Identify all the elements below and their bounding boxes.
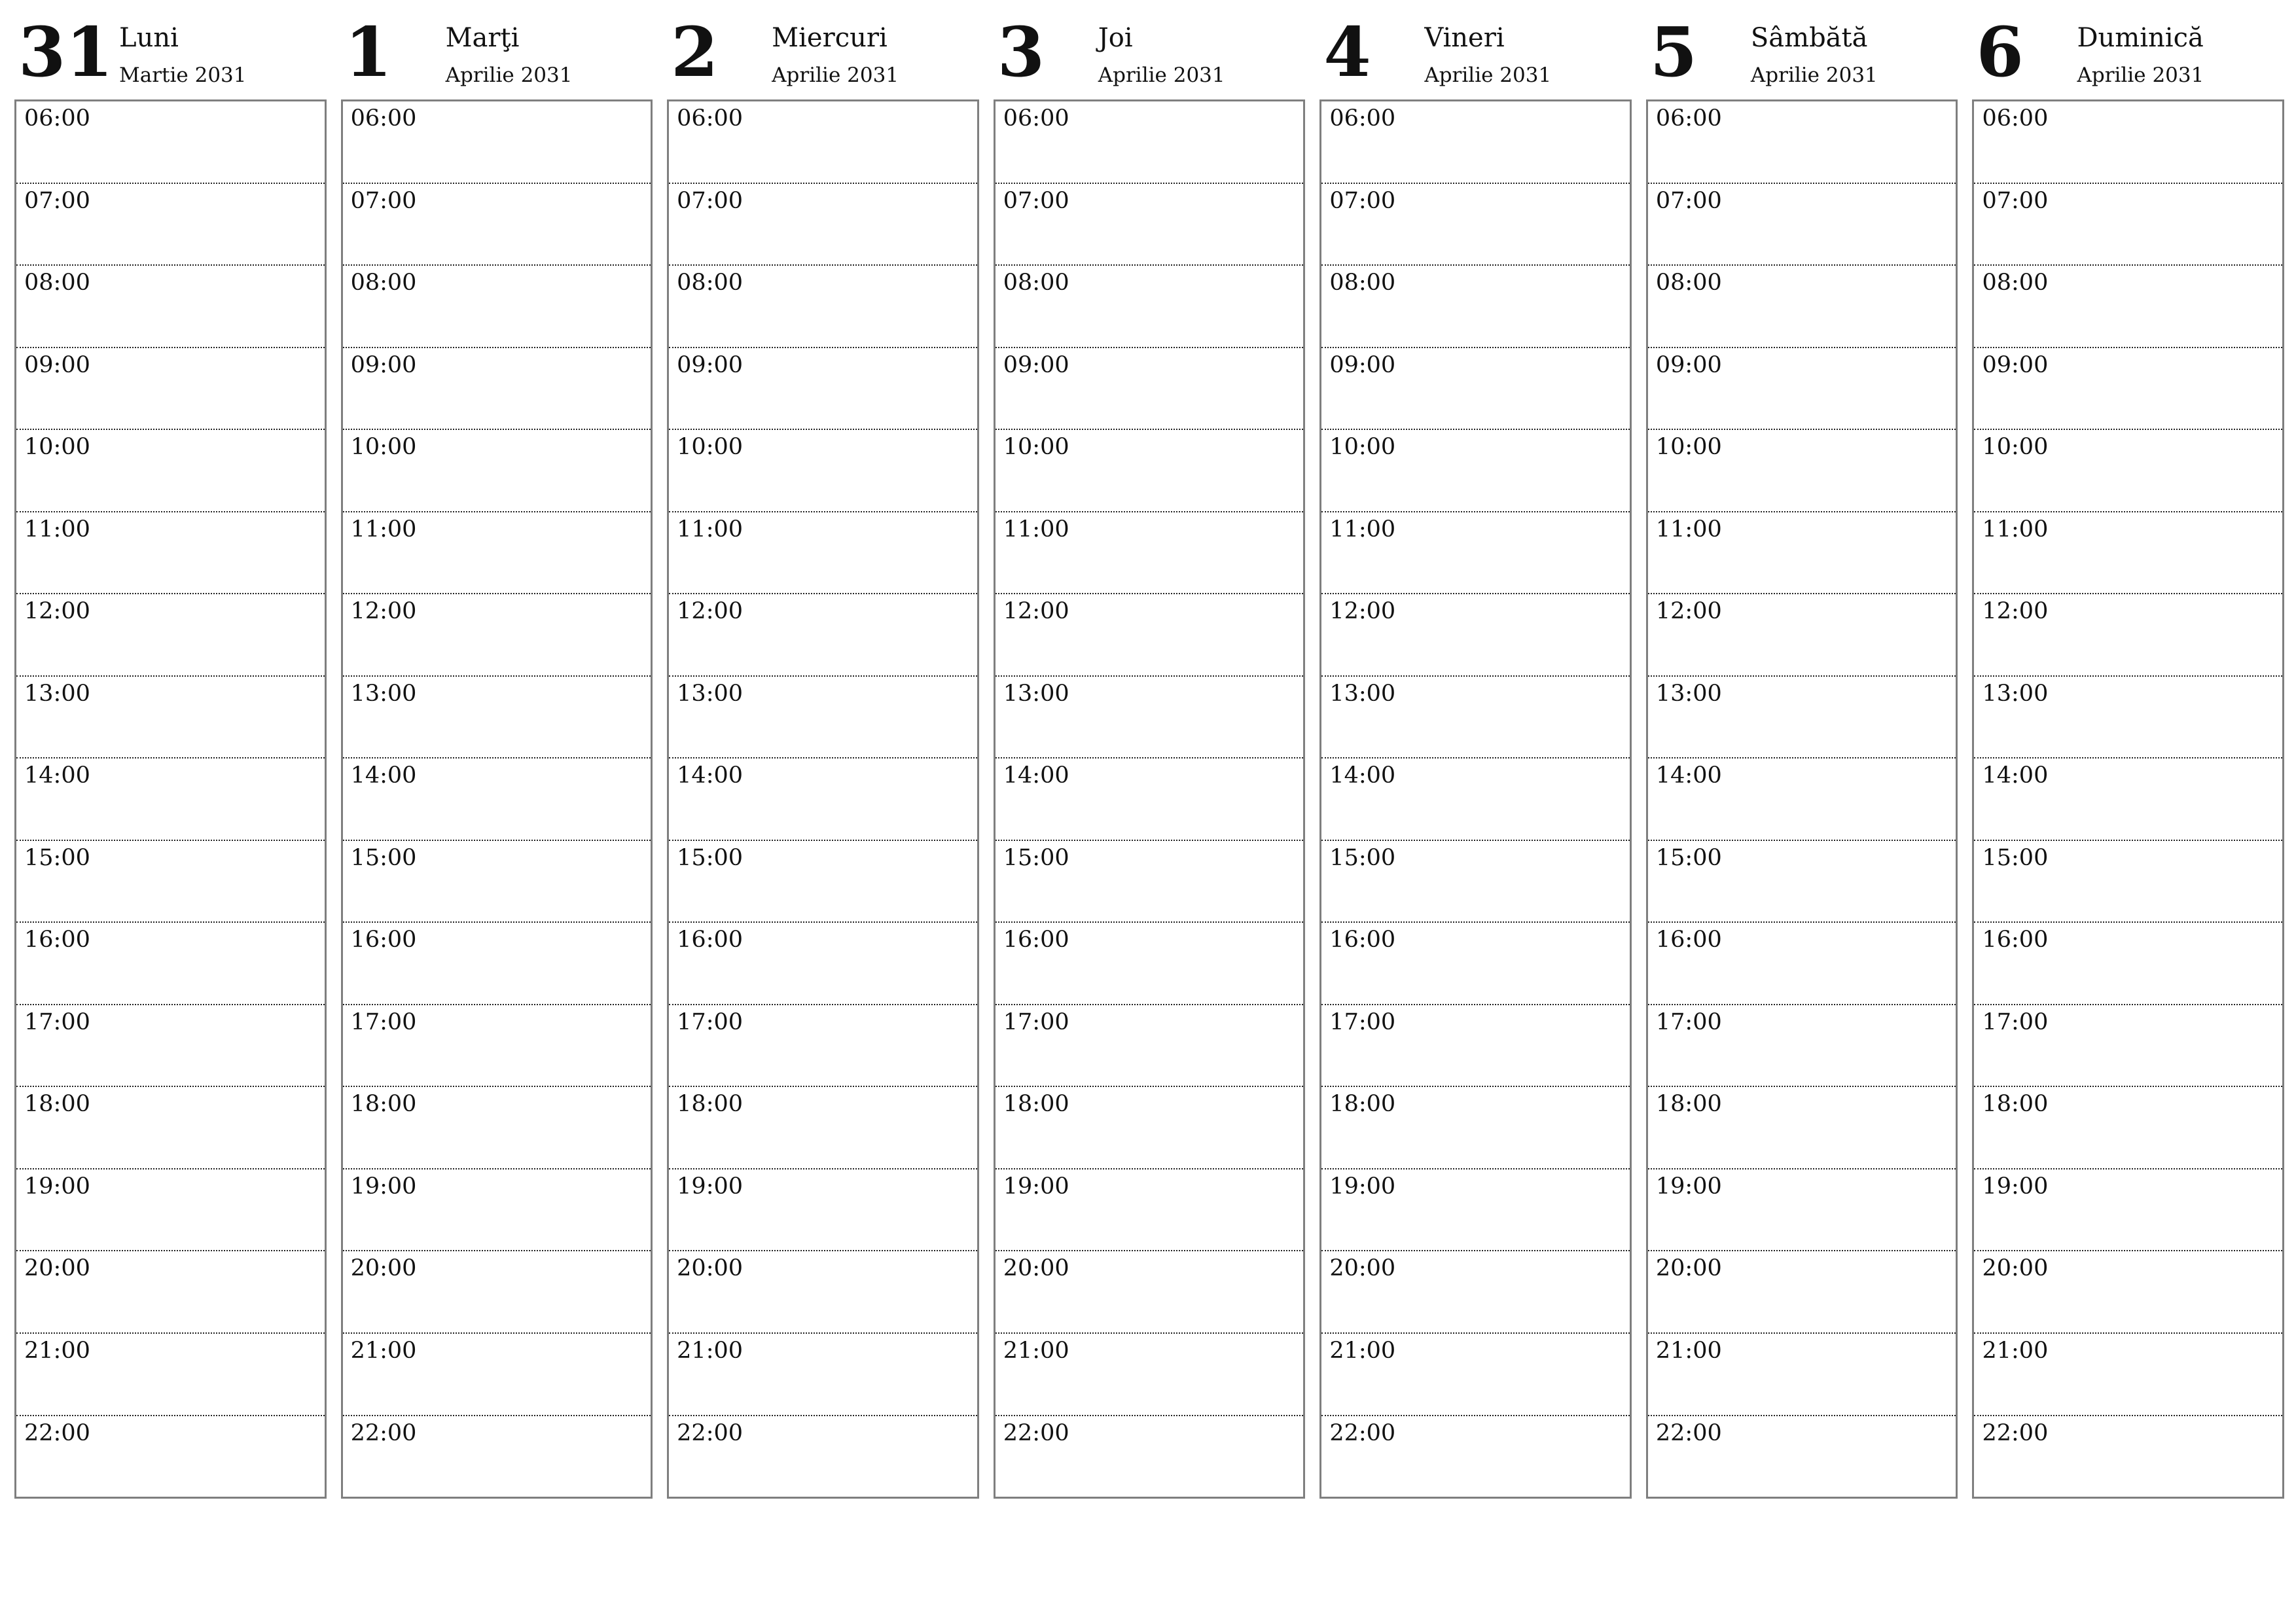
hour-slot[interactable] — [1321, 840, 1630, 922]
hour-slot[interactable] — [669, 675, 977, 758]
day-header — [14, 0, 327, 99]
day-header — [1646, 0, 1958, 99]
day-header — [994, 0, 1306, 99]
hour-slot[interactable] — [996, 1332, 1304, 1415]
hour-grid — [667, 99, 979, 1499]
hour-label: 19:00 — [24, 1173, 90, 1200]
hour-slot[interactable] — [669, 1086, 977, 1168]
hour-slot[interactable] — [1321, 347, 1630, 429]
hour-label: 19:00 — [1329, 1173, 1396, 1200]
hour-slot[interactable] — [996, 1086, 1304, 1168]
hour-slot[interactable] — [343, 593, 651, 675]
hour-label: 10:00 — [24, 434, 90, 461]
day-month: Aprilie 2031 — [772, 63, 899, 87]
hour-label: 07:00 — [1655, 187, 1722, 214]
hour-label: 15:00 — [1655, 844, 1722, 871]
day-header — [667, 0, 979, 99]
hour-slot[interactable] — [669, 840, 977, 922]
hour-slot[interactable] — [1321, 1168, 1630, 1251]
hour-label: 07:00 — [677, 187, 744, 214]
hour-label: 22:00 — [1329, 1419, 1396, 1446]
hour-slot[interactable] — [1648, 921, 1956, 1004]
hour-label: 08:00 — [1003, 270, 1069, 296]
hour-slot[interactable] — [1974, 675, 2282, 758]
hour-label: 08:00 — [677, 270, 744, 296]
hour-slot[interactable] — [343, 1250, 651, 1332]
hour-slot[interactable] — [1974, 1004, 2282, 1086]
hour-slot[interactable] — [1974, 1332, 2282, 1415]
hour-slot[interactable] — [16, 264, 325, 347]
hour-label: 12:00 — [1329, 598, 1396, 625]
hour-slot[interactable] — [343, 921, 651, 1004]
hour-label: 18:00 — [1982, 1091, 2049, 1118]
hour-slot[interactable] — [1974, 757, 2282, 840]
hour-slot[interactable] — [343, 840, 651, 922]
hour-label: 20:00 — [24, 1255, 90, 1282]
hour-label: 13:00 — [1329, 680, 1396, 707]
hour-slot[interactable] — [996, 264, 1304, 347]
hour-slot[interactable] — [1648, 183, 1956, 265]
hour-slot[interactable] — [343, 1086, 651, 1168]
hour-slot[interactable] — [669, 183, 977, 265]
hour-label: 17:00 — [677, 1008, 744, 1035]
hour-slot[interactable] — [343, 1332, 651, 1415]
hour-slot[interactable] — [1974, 1168, 2282, 1251]
hour-label: 21:00 — [350, 1337, 417, 1364]
hour-label: 14:00 — [1329, 762, 1396, 789]
hour-label: 16:00 — [24, 927, 90, 954]
hour-label: 14:00 — [1003, 762, 1069, 789]
hour-label: 08:00 — [24, 270, 90, 296]
day-column — [1972, 0, 2284, 1499]
day-name: Marţi — [445, 23, 520, 53]
hour-slot[interactable] — [1648, 511, 1956, 594]
hour-slot[interactable] — [1321, 1332, 1630, 1415]
hour-slot[interactable] — [1321, 264, 1630, 347]
hour-grid — [14, 99, 327, 1499]
hour-slot[interactable] — [996, 921, 1304, 1004]
hour-slot[interactable] — [1974, 347, 2282, 429]
hour-label: 13:00 — [1003, 680, 1069, 707]
hour-label: 12:00 — [350, 598, 417, 625]
hour-slot[interactable] — [1321, 429, 1630, 511]
hour-label: 16:00 — [1655, 927, 1722, 954]
hour-label: 19:00 — [1655, 1173, 1722, 1200]
hour-label: 21:00 — [1003, 1337, 1069, 1364]
hour-slot[interactable] — [343, 675, 651, 758]
hour-slot[interactable] — [16, 840, 325, 922]
hour-label: 09:00 — [1982, 351, 2049, 378]
hour-slot[interactable] — [1321, 757, 1630, 840]
hour-slot[interactable] — [16, 1332, 325, 1415]
hour-label: 22:00 — [1655, 1419, 1722, 1446]
hour-slot[interactable] — [16, 101, 325, 183]
hour-label: 15:00 — [1003, 844, 1069, 871]
hour-label: 18:00 — [24, 1091, 90, 1118]
day-column — [1646, 0, 1958, 1499]
hour-slot[interactable] — [669, 347, 977, 429]
hour-label: 07:00 — [24, 187, 90, 214]
hour-label: 17:00 — [1655, 1008, 1722, 1035]
hour-label: 13:00 — [24, 680, 90, 707]
hour-label: 18:00 — [350, 1091, 417, 1118]
hour-label: 17:00 — [350, 1008, 417, 1035]
hour-label: 22:00 — [350, 1419, 417, 1446]
hour-label: 20:00 — [677, 1255, 744, 1282]
hour-label: 06:00 — [24, 105, 90, 132]
hour-label: 16:00 — [1003, 927, 1069, 954]
day-column — [667, 0, 979, 1499]
hour-grid — [341, 99, 653, 1499]
hour-slot[interactable] — [1648, 1086, 1956, 1168]
day-number: 4 — [1323, 12, 1371, 92]
hour-slot[interactable] — [343, 1415, 651, 1497]
day-month: Aprilie 2031 — [1750, 63, 1878, 87]
hour-label: 14:00 — [24, 762, 90, 789]
hour-label: 11:00 — [1982, 516, 2049, 543]
hour-slot[interactable] — [669, 757, 977, 840]
hour-slot[interactable] — [16, 1086, 325, 1168]
hour-slot[interactable] — [343, 264, 651, 347]
hour-label: 19:00 — [350, 1173, 417, 1200]
hour-slot[interactable] — [1974, 840, 2282, 922]
day-name: Luni — [119, 23, 179, 53]
hour-slot[interactable] — [343, 183, 651, 265]
hour-slot[interactable] — [343, 101, 651, 183]
hour-slot[interactable] — [343, 347, 651, 429]
hour-label: 20:00 — [1982, 1255, 2049, 1282]
hour-grid — [1319, 99, 1632, 1499]
hour-slot[interactable] — [343, 429, 651, 511]
hour-label: 11:00 — [1003, 516, 1069, 543]
hour-slot[interactable] — [1648, 429, 1956, 511]
hour-slot[interactable] — [16, 1415, 325, 1497]
hour-slot[interactable] — [996, 101, 1304, 183]
hour-slot[interactable] — [1974, 921, 2282, 1004]
hour-label: 14:00 — [1655, 762, 1722, 789]
hour-grid — [994, 99, 1306, 1499]
day-month: Martie 2031 — [119, 63, 247, 87]
hour-label: 10:00 — [677, 434, 744, 461]
day-number: 3 — [997, 12, 1045, 92]
hour-slot[interactable] — [1974, 1250, 2282, 1332]
hour-slot[interactable] — [996, 429, 1304, 511]
hour-slot[interactable] — [16, 347, 325, 429]
hour-grid — [1972, 99, 2284, 1499]
hour-slot[interactable] — [1648, 1250, 1956, 1332]
hour-slot[interactable] — [1648, 593, 1956, 675]
hour-slot[interactable] — [1648, 840, 1956, 922]
hour-slot[interactable] — [996, 511, 1304, 594]
hour-label: 15:00 — [1329, 844, 1396, 871]
hour-slot[interactable] — [1321, 1415, 1630, 1497]
hour-label: 21:00 — [24, 1337, 90, 1364]
day-name: Duminică — [2077, 23, 2204, 53]
hour-slot[interactable] — [669, 101, 977, 183]
weekly-planner — [14, 0, 2284, 1499]
hour-slot[interactable] — [343, 511, 651, 594]
hour-grid — [1646, 99, 1958, 1499]
hour-slot[interactable] — [996, 593, 1304, 675]
hour-slot[interactable] — [1648, 1004, 1956, 1086]
hour-label: 22:00 — [1982, 1419, 2049, 1446]
hour-label: 06:00 — [350, 105, 417, 132]
hour-label: 08:00 — [350, 270, 417, 296]
hour-slot[interactable] — [16, 511, 325, 594]
hour-slot[interactable] — [1321, 921, 1630, 1004]
hour-label: 15:00 — [350, 844, 417, 871]
hour-label: 09:00 — [24, 351, 90, 378]
day-month: Aprilie 2031 — [1098, 63, 1225, 87]
hour-label: 16:00 — [350, 927, 417, 954]
hour-label: 11:00 — [350, 516, 417, 543]
hour-label: 09:00 — [677, 351, 744, 378]
hour-label: 12:00 — [1003, 598, 1069, 625]
hour-slot[interactable] — [1321, 675, 1630, 758]
day-column — [14, 0, 327, 1499]
hour-label: 07:00 — [1329, 187, 1396, 214]
hour-slot[interactable] — [669, 593, 977, 675]
hour-slot[interactable] — [16, 183, 325, 265]
hour-slot[interactable] — [669, 264, 977, 347]
hour-slot[interactable] — [669, 1250, 977, 1332]
hour-slot[interactable] — [1974, 429, 2282, 511]
hour-label: 09:00 — [1329, 351, 1396, 378]
hour-label: 12:00 — [24, 598, 90, 625]
day-column — [1319, 0, 1632, 1499]
hour-label: 20:00 — [1329, 1255, 1396, 1282]
hour-slot[interactable] — [1321, 1004, 1630, 1086]
hour-label: 08:00 — [1329, 270, 1396, 296]
day-column — [341, 0, 653, 1499]
hour-label: 21:00 — [1329, 1337, 1396, 1364]
hour-label: 18:00 — [1655, 1091, 1722, 1118]
hour-label: 13:00 — [1655, 680, 1722, 707]
hour-slot[interactable] — [1974, 101, 2282, 183]
hour-slot[interactable] — [996, 840, 1304, 922]
day-month: Aprilie 2031 — [1424, 63, 1552, 87]
hour-label: 16:00 — [1982, 927, 2049, 954]
hour-label: 18:00 — [1329, 1091, 1396, 1118]
day-number: 2 — [671, 12, 719, 92]
hour-slot[interactable] — [669, 429, 977, 511]
hour-label: 15:00 — [677, 844, 744, 871]
hour-label: 22:00 — [24, 1419, 90, 1446]
hour-slot[interactable] — [343, 757, 651, 840]
hour-label: 14:00 — [1982, 762, 2049, 789]
hour-slot[interactable] — [1321, 511, 1630, 594]
hour-slot[interactable] — [1648, 264, 1956, 347]
hour-label: 18:00 — [1003, 1091, 1069, 1118]
hour-slot[interactable] — [996, 183, 1304, 265]
day-column — [994, 0, 1306, 1499]
hour-slot[interactable] — [669, 511, 977, 594]
day-number: 1 — [344, 12, 392, 92]
hour-slot[interactable] — [16, 757, 325, 840]
hour-slot[interactable] — [669, 1004, 977, 1086]
hour-label: 19:00 — [677, 1173, 744, 1200]
hour-slot[interactable] — [996, 1415, 1304, 1497]
day-number: 31 — [18, 12, 113, 92]
hour-slot[interactable] — [1648, 757, 1956, 840]
day-number: 5 — [1649, 12, 1698, 92]
hour-slot[interactable] — [1321, 1086, 1630, 1168]
hour-slot[interactable] — [16, 1168, 325, 1251]
hour-label: 08:00 — [1655, 270, 1722, 296]
hour-slot[interactable] — [996, 757, 1304, 840]
hour-label: 22:00 — [677, 1419, 744, 1446]
hour-slot[interactable] — [1648, 1415, 1956, 1497]
hour-label: 10:00 — [1655, 434, 1722, 461]
day-month: Aprilie 2031 — [2077, 63, 2204, 87]
hour-slot[interactable] — [996, 1004, 1304, 1086]
hour-slot[interactable] — [343, 1168, 651, 1251]
hour-slot[interactable] — [16, 921, 325, 1004]
hour-slot[interactable] — [1321, 593, 1630, 675]
hour-slot[interactable] — [996, 1250, 1304, 1332]
hour-label: 07:00 — [1003, 187, 1069, 214]
hour-slot[interactable] — [16, 429, 325, 511]
hour-slot[interactable] — [1321, 183, 1630, 265]
hour-label: 07:00 — [350, 187, 417, 214]
day-name: Vineri — [1424, 23, 1505, 53]
hour-slot[interactable] — [343, 1004, 651, 1086]
hour-label: 14:00 — [350, 762, 417, 789]
hour-label: 09:00 — [350, 351, 417, 378]
day-name: Sâmbătă — [1750, 23, 1868, 53]
hour-label: 19:00 — [1003, 1173, 1069, 1200]
hour-label: 13:00 — [350, 680, 417, 707]
hour-label: 12:00 — [677, 598, 744, 625]
hour-slot[interactable] — [669, 921, 977, 1004]
hour-label: 21:00 — [1655, 1337, 1722, 1364]
hour-label: 21:00 — [677, 1337, 744, 1364]
day-header — [341, 0, 653, 99]
day-header — [1972, 0, 2284, 99]
hour-label: 12:00 — [1982, 598, 2049, 625]
hour-slot[interactable] — [669, 1415, 977, 1497]
hour-label: 09:00 — [1003, 351, 1069, 378]
hour-label: 17:00 — [1329, 1008, 1396, 1035]
hour-slot[interactable] — [16, 1004, 325, 1086]
hour-label: 06:00 — [1982, 105, 2049, 132]
hour-slot[interactable] — [1974, 1415, 2282, 1497]
hour-label: 20:00 — [1003, 1255, 1069, 1282]
hour-slot[interactable] — [669, 1332, 977, 1415]
hour-label: 22:00 — [1003, 1419, 1069, 1446]
day-header — [1319, 0, 1632, 99]
hour-label: 10:00 — [1982, 434, 2049, 461]
hour-slot[interactable] — [1321, 1250, 1630, 1332]
hour-label: 11:00 — [677, 516, 744, 543]
hour-slot[interactable] — [1974, 511, 2282, 594]
hour-slot[interactable] — [1648, 1332, 1956, 1415]
hour-slot[interactable] — [16, 1250, 325, 1332]
hour-label: 06:00 — [1329, 105, 1396, 132]
hour-label: 09:00 — [1655, 351, 1722, 378]
hour-slot[interactable] — [1974, 1086, 2282, 1168]
hour-label: 13:00 — [677, 680, 744, 707]
hour-slot[interactable] — [996, 675, 1304, 758]
hour-slot[interactable] — [1648, 347, 1956, 429]
hour-label: 14:00 — [677, 762, 744, 789]
hour-label: 13:00 — [1982, 680, 2049, 707]
hour-label: 11:00 — [1329, 516, 1396, 543]
hour-label: 16:00 — [677, 927, 744, 954]
hour-slot[interactable] — [1974, 183, 2282, 265]
hour-label: 17:00 — [1982, 1008, 2049, 1035]
hour-slot[interactable] — [996, 1168, 1304, 1251]
hour-label: 19:00 — [1982, 1173, 2049, 1200]
hour-label: 12:00 — [1655, 598, 1722, 625]
hour-label: 10:00 — [1003, 434, 1069, 461]
hour-label: 10:00 — [1329, 434, 1396, 461]
day-month: Aprilie 2031 — [445, 63, 573, 87]
hour-label: 06:00 — [1003, 105, 1069, 132]
hour-label: 11:00 — [24, 516, 90, 543]
hour-slot[interactable] — [1974, 264, 2282, 347]
hour-slot[interactable] — [16, 675, 325, 758]
hour-label: 07:00 — [1982, 187, 2049, 214]
hour-label: 10:00 — [350, 434, 417, 461]
hour-label: 17:00 — [24, 1008, 90, 1035]
hour-slot[interactable] — [16, 593, 325, 675]
hour-slot[interactable] — [996, 347, 1304, 429]
hour-label: 17:00 — [1003, 1008, 1069, 1035]
hour-label: 15:00 — [1982, 844, 2049, 871]
day-number: 6 — [1976, 12, 2024, 92]
hour-label: 15:00 — [24, 844, 90, 871]
hour-label: 11:00 — [1655, 516, 1722, 543]
hour-label: 06:00 — [1655, 105, 1722, 132]
hour-label: 08:00 — [1982, 270, 2049, 296]
hour-slot[interactable] — [1321, 101, 1630, 183]
hour-label: 21:00 — [1982, 1337, 2049, 1364]
hour-label: 20:00 — [350, 1255, 417, 1282]
hour-label: 18:00 — [677, 1091, 744, 1118]
day-name: Joi — [1098, 23, 1133, 53]
hour-label: 06:00 — [677, 105, 744, 132]
hour-slot[interactable] — [1974, 593, 2282, 675]
hour-slot[interactable] — [1648, 675, 1956, 758]
day-name: Miercuri — [772, 23, 888, 53]
hour-slot[interactable] — [1648, 101, 1956, 183]
hour-label: 16:00 — [1329, 927, 1396, 954]
hour-label: 20:00 — [1655, 1255, 1722, 1282]
hour-slot[interactable] — [669, 1168, 977, 1251]
hour-slot[interactable] — [1648, 1168, 1956, 1251]
